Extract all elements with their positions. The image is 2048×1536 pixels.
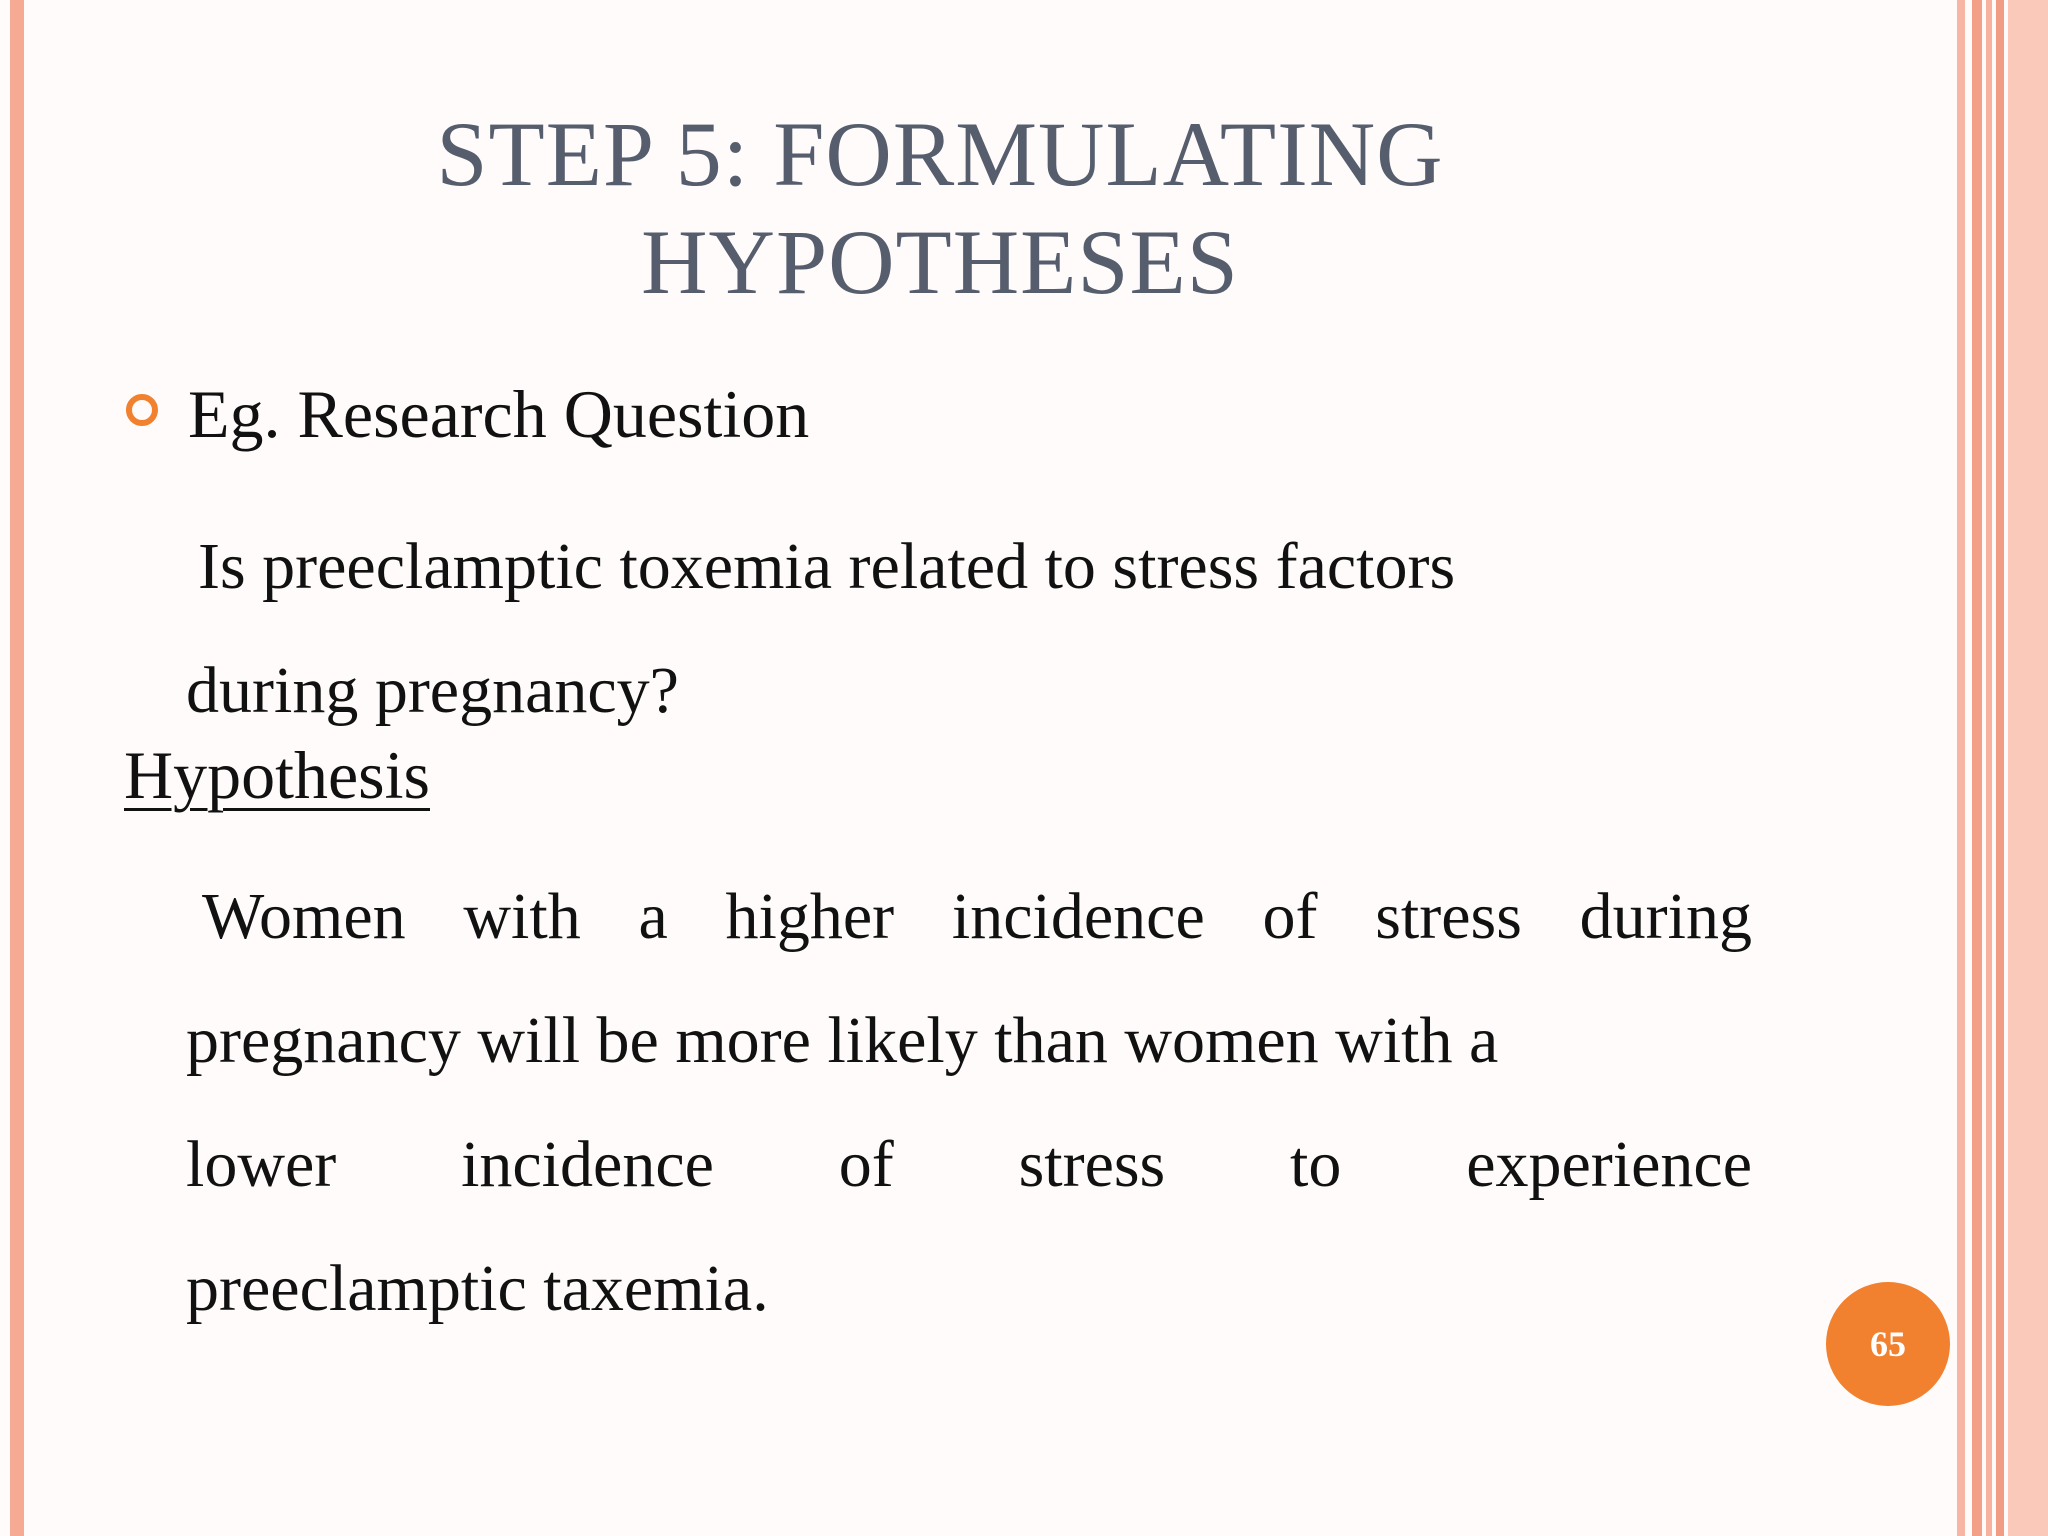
- slide-title-line-2: HYPOTHESES: [641, 211, 1239, 313]
- hypothesis-word: of: [1262, 880, 1318, 953]
- page-number-badge: 65: [1826, 1282, 1950, 1406]
- hypothesis-word: Women: [202, 880, 406, 953]
- research-question-line-1: Is preeclamptic toxemia related to stress factors: [198, 530, 1456, 603]
- bullet-text: Eg. Research Question: [188, 376, 810, 452]
- research-question-line-2: during pregnancy?: [186, 654, 679, 727]
- hypothesis-word: stress: [1018, 1128, 1166, 1201]
- right-border-stripe: [1996, 0, 2004, 1536]
- hypothesis-text: [186, 855, 1752, 1351]
- hypothesis-word: higher: [725, 880, 895, 953]
- hypothesis-line-3: [186, 1103, 1752, 1227]
- slide-title: [200, 100, 1680, 316]
- hypothesis-word: a: [638, 880, 668, 953]
- hypothesis-word: experience: [1466, 1128, 1752, 1201]
- right-border-stripe: [1957, 0, 1965, 1536]
- hypothesis-word: of: [838, 1128, 894, 1201]
- hypothesis-word: to: [1290, 1128, 1342, 1201]
- hypothesis-word: stress: [1375, 880, 1522, 953]
- hypothesis-word: during: [1579, 880, 1752, 953]
- hypothesis-word: incidence: [951, 880, 1205, 953]
- hypothesis-line-1: [186, 855, 1752, 979]
- research-question: [186, 505, 1756, 753]
- right-border-stripe: [1972, 0, 1982, 1536]
- right-border-stripe: [1986, 0, 1992, 1536]
- slide-title-line-1: STEP 5: FORMULATING: [436, 103, 1444, 205]
- hypothesis-word: lower: [186, 1128, 337, 1201]
- hypothesis-word: with: [463, 880, 581, 953]
- bullet-ring-icon: [126, 394, 158, 426]
- bullet-item: [126, 372, 809, 456]
- left-border-stripe: [10, 0, 24, 1536]
- hypothesis-word: incidence: [461, 1128, 714, 1201]
- hypothesis-line-4: preeclamptic taxemia.: [186, 1252, 769, 1325]
- hypothesis-heading: Hypothesis: [124, 737, 430, 813]
- hypothesis-line-2: pregnancy will be more likely than women with a: [186, 1004, 1499, 1077]
- right-border-stripe: [2008, 0, 2048, 1536]
